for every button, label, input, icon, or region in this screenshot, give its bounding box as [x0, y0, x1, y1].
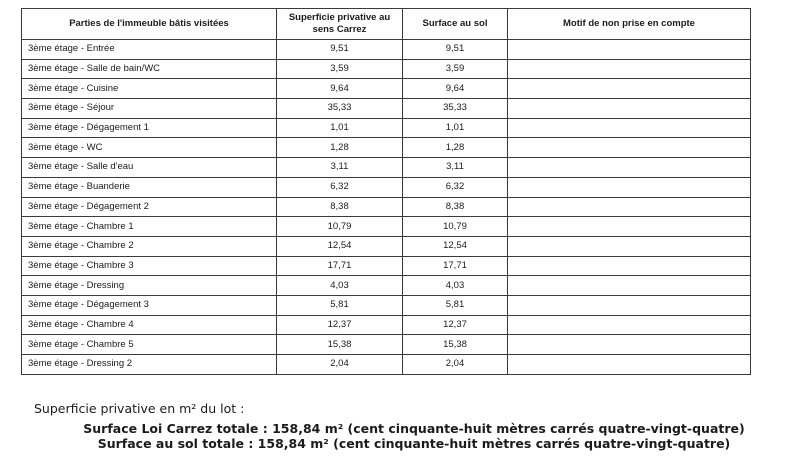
row-sol-cell: 35,33 [403, 99, 508, 119]
row-part-cell: 3ème étage - Dégagement 2 [22, 197, 277, 217]
row-motif-cell [508, 256, 751, 276]
row-carrez-cell: 9,51 [277, 40, 403, 60]
row-part-cell: 3ème étage - Chambre 1 [22, 217, 277, 237]
row-part-cell: 3ème étage - Dressing [22, 276, 277, 296]
table-row [22, 177, 751, 197]
table-body [22, 40, 751, 375]
row-part-cell: 3ème étage - Cuisine [22, 79, 277, 99]
row-sol-cell: 9,64 [403, 79, 508, 99]
row-sol-cell: 5,81 [403, 295, 508, 315]
row-motif-cell [508, 355, 751, 375]
row-sol-cell: 1,01 [403, 118, 508, 138]
row-sol-cell: 12,37 [403, 315, 508, 335]
header-parties: Parties de l'immeuble bâtis visitées [22, 9, 277, 40]
row-carrez-cell: 2,04 [277, 355, 403, 375]
row-sol-cell: 15,38 [403, 335, 508, 355]
table-row [22, 158, 751, 178]
table-row [22, 59, 751, 79]
sol-total: Surface au sol totale : 158,84 m² (cent cinquante-huit mètres carrés quatre-vingt-quatre) [97, 436, 731, 451]
row-motif-cell [508, 295, 751, 315]
row-sol-cell: 12,54 [403, 236, 508, 256]
table-row [22, 217, 751, 237]
table-row [22, 99, 751, 119]
summary-lead: Superficie privative en m² du lot : [34, 401, 245, 416]
header-carrez: Superficie privative au sens Carrez [277, 9, 403, 40]
table-row [22, 276, 751, 296]
row-motif-cell [508, 236, 751, 256]
row-motif-cell [508, 40, 751, 60]
table-row [22, 295, 751, 315]
row-motif-cell [508, 177, 751, 197]
row-part-cell: 3ème étage - Dégagement 3 [22, 295, 277, 315]
row-part-cell: 3ème étage - Chambre 5 [22, 335, 277, 355]
row-sol-cell: 9,51 [403, 40, 508, 60]
row-carrez-cell: 6,32 [277, 177, 403, 197]
table-row [22, 315, 751, 335]
table-row [22, 118, 751, 138]
row-carrez-cell: 3,59 [277, 59, 403, 79]
row-carrez-cell: 1,01 [277, 118, 403, 138]
row-part-cell: 3ème étage - Séjour [22, 99, 277, 119]
row-part-cell: 3ème étage - Buanderie [22, 177, 277, 197]
row-carrez-cell: 10,79 [277, 217, 403, 237]
row-motif-cell [508, 335, 751, 355]
row-sol-cell: 8,38 [403, 197, 508, 217]
row-carrez-cell: 3,11 [277, 158, 403, 178]
table-row [22, 197, 751, 217]
row-carrez-cell: 12,37 [277, 315, 403, 335]
row-part-cell: 3ème étage - Chambre 2 [22, 236, 277, 256]
row-sol-cell: 3,59 [403, 59, 508, 79]
row-carrez-cell: 4,03 [277, 276, 403, 296]
row-motif-cell [508, 315, 751, 335]
table-row [22, 79, 751, 99]
row-carrez-cell: 12,54 [277, 236, 403, 256]
table-row [22, 256, 751, 276]
surfaces-table [21, 8, 751, 375]
row-sol-cell: 10,79 [403, 217, 508, 237]
row-motif-cell [508, 138, 751, 158]
header-sol: Surface au sol [403, 9, 508, 40]
row-part-cell: 3ème étage - Dégagement 1 [22, 118, 277, 138]
row-sol-cell: 3,11 [403, 158, 508, 178]
row-carrez-cell: 9,64 [277, 79, 403, 99]
row-motif-cell [508, 217, 751, 237]
row-sol-cell: 6,32 [403, 177, 508, 197]
table-row [22, 236, 751, 256]
row-part-cell: 3ème étage - Chambre 4 [22, 315, 277, 335]
row-motif-cell [508, 158, 751, 178]
table-header-row [22, 9, 751, 40]
table-row [22, 335, 751, 355]
row-part-cell: 3ème étage - Entrée [22, 40, 277, 60]
table-row [22, 40, 751, 60]
row-sol-cell: 1,28 [403, 138, 508, 158]
row-motif-cell [508, 118, 751, 138]
row-carrez-cell: 15,38 [277, 335, 403, 355]
row-carrez-cell: 17,71 [277, 256, 403, 276]
row-part-cell: 3ème étage - WC [22, 138, 277, 158]
row-motif-cell [508, 99, 751, 119]
table-row [22, 138, 751, 158]
carrez-total: Surface Loi Carrez totale : 158,84 m² (cent cinquante-huit mètres carrés quatre-vingt-quatre) [83, 421, 745, 436]
row-part-cell: 3ème étage - Dressing 2 [22, 355, 277, 375]
row-carrez-cell: 5,81 [277, 295, 403, 315]
row-carrez-cell: 8,38 [277, 197, 403, 217]
row-carrez-cell: 35,33 [277, 99, 403, 119]
row-part-cell: 3ème étage - Salle d'eau [22, 158, 277, 178]
row-sol-cell: 17,71 [403, 256, 508, 276]
row-motif-cell [508, 79, 751, 99]
row-motif-cell [508, 276, 751, 296]
row-part-cell: 3ème étage - Salle de bain/WC [22, 59, 277, 79]
row-carrez-cell: 1,28 [277, 138, 403, 158]
header-motif: Motif de non prise en compte [508, 9, 751, 40]
row-sol-cell: 4,03 [403, 276, 508, 296]
row-motif-cell [508, 59, 751, 79]
row-part-cell: 3ème étage - Chambre 3 [22, 256, 277, 276]
row-sol-cell: 2,04 [403, 355, 508, 375]
table-row [22, 355, 751, 375]
row-motif-cell [508, 197, 751, 217]
